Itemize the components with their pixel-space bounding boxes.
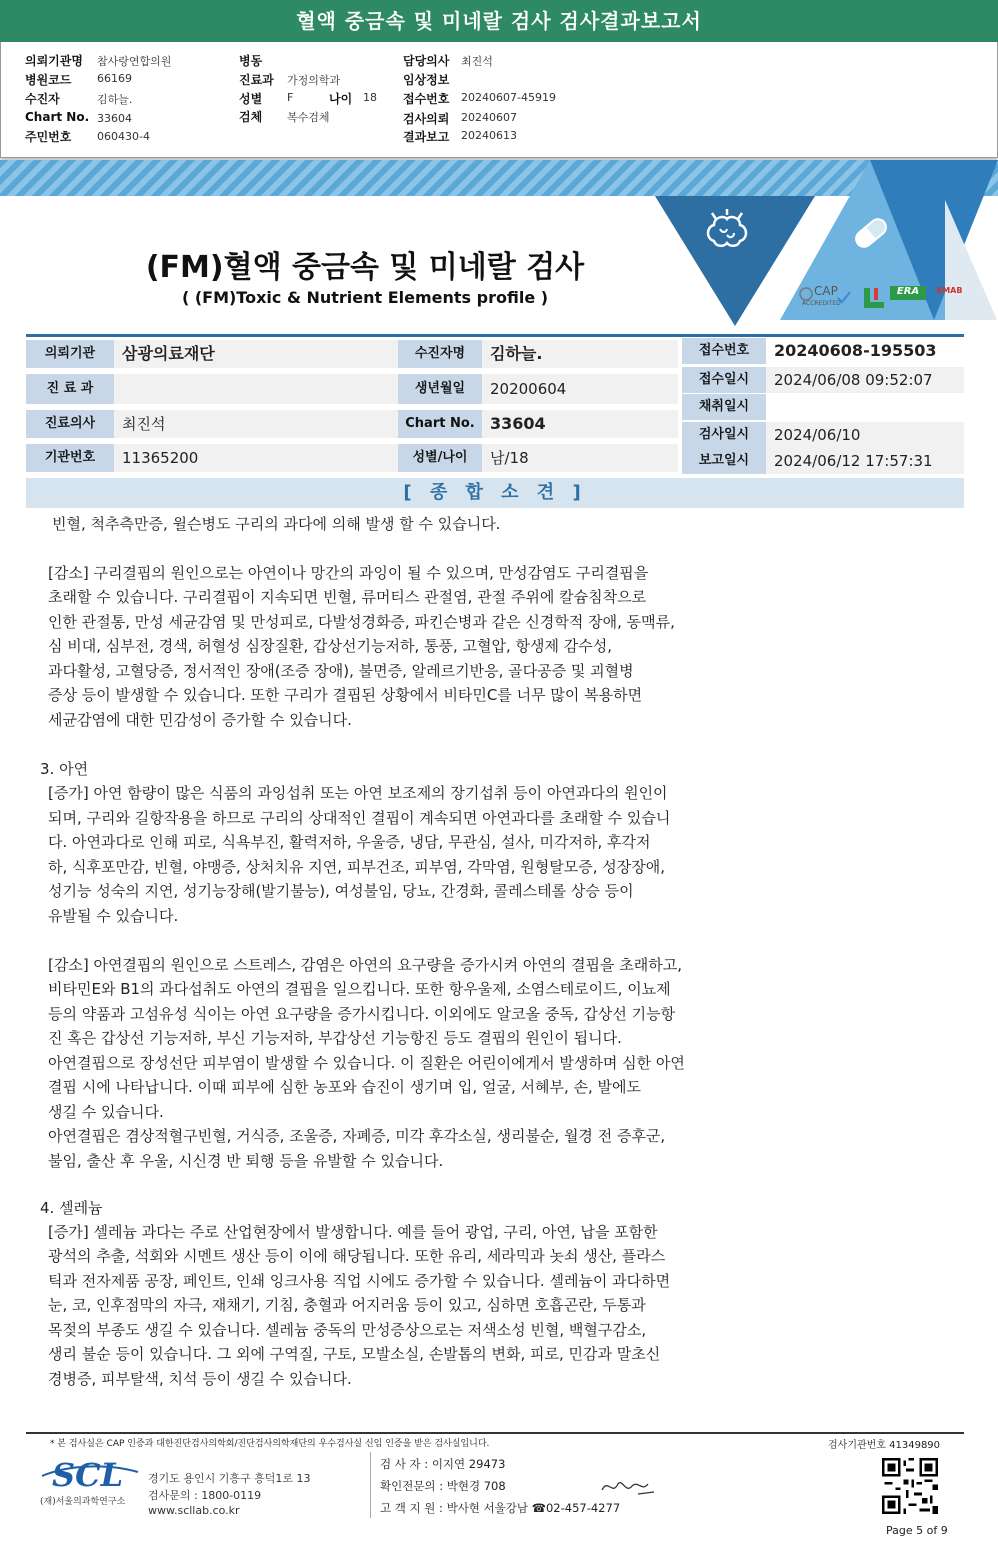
- summary-line: [감소] 아연결핍의 원인으로 스트레스, 감염은 아연의 요구량을 증가시켜 아연의 결핍을 초래하고,: [48, 956, 683, 974]
- lab-website-link[interactable]: www.scllab.co.kr: [148, 1504, 240, 1517]
- info-value: 김하늘.: [482, 340, 678, 368]
- meta-key: 주민번호: [25, 130, 72, 144]
- tester-line: 검 사 자 : 이지연 29473: [380, 1457, 506, 1471]
- summary-line: 틱과 전자제품 공장, 페인트, 인쇄 잉크사용 직업 시에도 증가할 수 있습니다. 셀레늄이 과다하면: [48, 1272, 671, 1290]
- lm-logo: [862, 286, 886, 310]
- cap-label: CAP: [814, 284, 838, 298]
- meta-value: 복수검체: [287, 111, 330, 124]
- summary-line: 목젖의 부종도 생길 수 있습니다. 셀레늄 중독의 만성증상으로는 저색소성 빈혈, 백혈구감소,: [48, 1321, 647, 1339]
- cap-accredited-label: ACCREDITED: [802, 300, 841, 307]
- info-value: 33604: [482, 410, 678, 438]
- info-label: 의뢰기관: [26, 340, 114, 368]
- meta-key: 병원코드: [25, 73, 72, 87]
- meta-value: 060430-4: [97, 130, 150, 143]
- meta-value: 66169: [97, 72, 132, 85]
- meta-value: 김하늘.: [97, 93, 133, 106]
- meta-key: 임상정보: [403, 73, 450, 87]
- summary-line: 하, 식후포만감, 빈혈, 야맹증, 상처치유 지연, 피부건조, 피부염, 각막염, 원형탈모증, 성장장애,: [48, 858, 666, 876]
- meta-key: 수진자: [25, 92, 60, 106]
- summary-section-title: 3. 아연: [40, 760, 89, 778]
- meta-key: 접수번호: [403, 92, 450, 106]
- summary-line: 빈혈, 척추측만증, 윌슨병도 구리의 과다에 의해 발생 할 수 있습니다.: [52, 515, 501, 533]
- info-value: 남/18: [482, 444, 678, 472]
- summary-line: 초래할 수 있습니다. 구리결핍이 지속되면 빈혈, 류머티스 관절염, 관절 주위에 칼슘침착으로: [48, 588, 647, 606]
- summary-line: 등의 약품과 고섬유성 식이는 아연 요구량을 증가시킵니다. 이외에도 알코올 중독, 갑상선 기능항: [48, 1005, 676, 1023]
- summary-line: 경병증, 피부탈색, 치석 등이 생길 수 있습니다.: [48, 1370, 352, 1388]
- info-label: 기관번호: [26, 444, 114, 472]
- lab-address: 경기도 용인시 기흥구 흥덕1로 13: [148, 1472, 311, 1485]
- footer-separator: [370, 1452, 371, 1518]
- info-value: 2024/06/10: [766, 422, 964, 448]
- info-value: 20240608-195503: [766, 338, 964, 364]
- meta-key: 성별: [239, 92, 263, 106]
- info-value: 20200604: [482, 374, 678, 404]
- summary-heading: [ 종 합 소 견 ]: [26, 478, 964, 508]
- info-label: 접수일시: [682, 367, 766, 393]
- info-value: 11365200: [114, 444, 398, 472]
- info-label: 생년월일: [398, 374, 482, 404]
- capsule-icon: [848, 210, 894, 256]
- meta-value: 20240607-45919: [461, 91, 556, 104]
- meta-key: 병동: [239, 54, 263, 68]
- info-label: 성별/나이: [398, 444, 482, 472]
- lab-phone: 검사문의 : 1800-0119: [148, 1489, 262, 1502]
- summary-line: 광석의 추출, 석회와 시멘트 생산 등이 이에 해당됩니다. 또한 유리, 세라믹과 놋쇠 생산, 플라스: [48, 1247, 666, 1265]
- summary-line: 과다활성, 고혈당증, 정서적인 장애(조증 장애), 불면증, 알레르기반응, 골다공증 및 괴혈병: [48, 662, 634, 680]
- summary-line: 증상 등이 발생할 수 있습니다. 또한 구리가 결핍된 상황에서 비타민C를 너무 많이 복용하면: [48, 686, 643, 704]
- info-label: 보고일시: [682, 448, 766, 474]
- summary-section-title: 4. 셀레늄: [40, 1199, 103, 1217]
- summary-line: 결핍 시에 나타납니다. 이때 피부에 심한 농포와 습진이 생기며 입, 얼굴, 서혜부, 손, 발에도: [48, 1078, 641, 1096]
- summary-line: 아연결핍은 겸상적혈구빈혈, 거식증, 조울증, 자폐증, 미각 후각소실, 생리불순, 월경 전 증후군,: [48, 1127, 666, 1145]
- meta-key: Chart No.: [25, 110, 90, 124]
- meta-key: 진료과: [239, 73, 274, 87]
- scl-logo-subtitle: (재)서울의과학연구소: [40, 1497, 126, 1507]
- summary-line: 되며, 구리와 길항작용을 하므로 구리의 상대적인 결핍이 계속되면 아연과다를 초래할 수 있습니: [48, 809, 671, 827]
- info-label: 수진자명: [398, 340, 482, 368]
- signature-image: [598, 1472, 658, 1502]
- meta-value: 20240613: [461, 129, 517, 142]
- qr-code[interactable]: [882, 1458, 938, 1514]
- summary-line: 심 비대, 심부전, 경색, 허혈성 심장질환, 갑상선기능저하, 통풍, 고혈압, 항생제 감수성,: [48, 637, 612, 655]
- request-meta-block: [0, 42, 998, 158]
- summary-line: 유발될 수 있습니다.: [48, 907, 179, 925]
- page-number: Page 5 of 9: [886, 1524, 948, 1537]
- meta-key: 의뢰기관명: [25, 54, 83, 68]
- meta-value: 최진석: [461, 55, 493, 68]
- meta-key: 담당의사: [403, 54, 450, 68]
- info-value: 최진석: [114, 410, 398, 438]
- institution-code: 검사기관번호 41349890: [828, 1440, 941, 1451]
- summary-line: [감소] 구리결핍의 원인으로는 아연이나 망간의 과잉이 될 수 있으며, 만성감염도 구리결핍을: [48, 564, 649, 582]
- summary-line: 다. 아연과다로 인해 피로, 식욕부진, 활력저하, 우울증, 냉담, 무관심, 설사, 미각저하, 후각저: [48, 833, 651, 851]
- amab-logo: AMAB: [936, 286, 963, 295]
- section-divider: [26, 334, 964, 337]
- footer-divider: [26, 1432, 964, 1434]
- page-subtitle: ( (FM)Toxic & Nutrient Elements profile ): [181, 288, 549, 307]
- meta-key: 검사의뢰: [403, 112, 450, 126]
- info-value: [114, 374, 398, 404]
- info-label: 채취일시: [682, 394, 766, 420]
- summary-line: 인한 관절통, 만성 세균감염 및 만성피로, 다발성경화증, 파킨슨병과 같은 신경학적 장애, 동맥류,: [48, 613, 675, 631]
- summary-line: [증가] 아연 함량이 많은 식품의 과잉섭취 또는 아연 보조제의 장기섭취 등이 아연과다의 원인이: [48, 784, 668, 802]
- scl-logo: [40, 1454, 140, 1507]
- meta-value: 20240607: [461, 111, 517, 124]
- meta-value: 18: [363, 91, 377, 104]
- summary-line: [증가] 셀레늄 과다는 주로 산업현장에서 발생합니다. 예를 들어 광업, 구리, 아연, 납을 포함한: [48, 1223, 658, 1241]
- meta-value: 참사랑연합의원: [97, 55, 172, 68]
- scl-logo-text: SCL: [52, 1456, 124, 1494]
- meta-key: 검체: [239, 110, 263, 124]
- summary-line: 아연결핍으로 장성선단 피부염이 발생할 수 있습니다. 이 질환은 어린이에게서 발생하며 심한 아연: [48, 1054, 685, 1072]
- meta-key: 결과보고: [403, 130, 450, 144]
- summary-line: 불임, 출산 후 우울, 시신경 반 퇴행 등을 유발할 수 있습니다.: [48, 1152, 444, 1170]
- specialist-line: 확인전문의 : 박현경 708: [380, 1479, 506, 1493]
- page-title: (FM)혈액 중금속 및 미네랄 검사: [145, 250, 585, 285]
- summary-line: 눈, 코, 인후점막의 자극, 재채기, 기침, 충혈과 어지러움 등이 있고, 심하면 호흡곤란, 두통과: [48, 1296, 646, 1314]
- meta-value: 33604: [97, 112, 132, 125]
- summary-line: 비타민E와 B1의 과다섭취도 아연의 결핍을 일으킵니다. 또한 항우울제, 소염스테로이드, 이뇨제: [48, 980, 671, 998]
- meta-key: 나이: [329, 92, 353, 106]
- brain-icon: [700, 205, 754, 259]
- info-value: 2024/06/08 09:52:07: [766, 367, 964, 393]
- info-label: 접수번호: [682, 338, 766, 364]
- summary-line: 세균감염에 대한 민감성이 증가할 수 있습니다.: [48, 711, 352, 729]
- info-label: 진 료 과: [26, 374, 114, 404]
- summary-line: 생리 불순 등이 있습니다. 그 외에 구역질, 구토, 모발소실, 손발톱의 변화, 피로, 민감과 말초신: [48, 1345, 661, 1363]
- info-label: 검사일시: [682, 422, 766, 448]
- era-logo: ERA: [890, 286, 926, 300]
- summary-line: 성기능 성숙의 지연, 성기능장해(발기불능), 여성불임, 당뇨, 간경화, 콜레스테롤 상승 등이: [48, 882, 634, 900]
- accreditation-note: * 본 검사실은 CAP 인증과 대한진단검사의학회/진단검사의학재단의 우수검사실 신임 인증을 받은 검사실입니다.: [50, 1439, 490, 1449]
- scl-swoosh-icon: [40, 1462, 140, 1482]
- info-value: 삼광의료재단: [114, 340, 398, 368]
- support-line: 고 객 지 원 : 박사현 서울강남 ☎02-457-4277: [380, 1501, 621, 1515]
- info-label: Chart No.: [398, 410, 482, 438]
- info-value: [766, 394, 964, 420]
- accreditation-logos: [798, 280, 968, 314]
- meta-value: 가정의학과: [287, 74, 341, 87]
- meta-value: F: [287, 91, 294, 104]
- report-top-title: 혈액 중금속 및 미네랄 검사 검사결과보고서: [0, 0, 998, 42]
- summary-line: 생길 수 있습니다.: [48, 1103, 164, 1121]
- summary-line: 진 혹은 갑상선 기능저하, 부신 기능저하, 부갑상선 기능항진 등도 결핍의 원인이 됩니다.: [48, 1029, 622, 1047]
- info-value: 2024/06/12 17:57:31: [766, 448, 964, 474]
- info-label: 진료의사: [26, 410, 114, 438]
